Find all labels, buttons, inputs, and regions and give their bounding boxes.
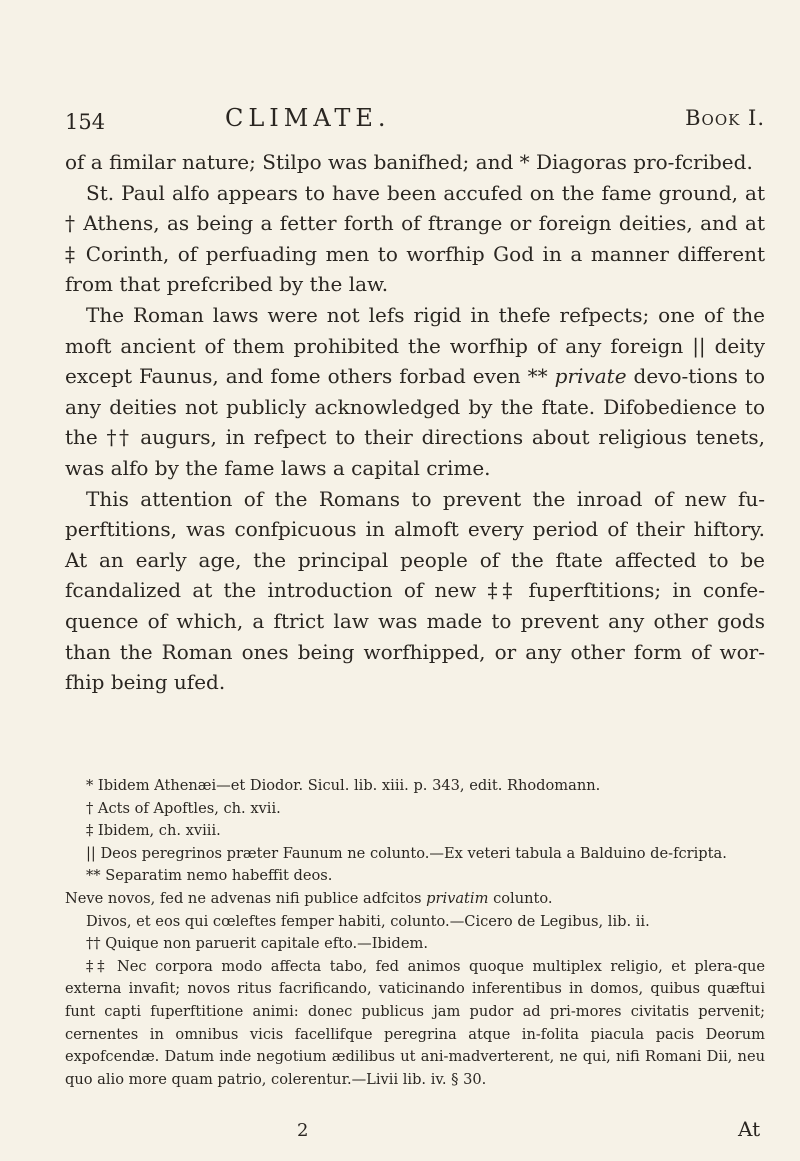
- running-title: CLIMATE.: [225, 104, 391, 132]
- paragraph-4: This attention of the Romans to prevent the inroad of new fu-perftitions, was confpicuous in almoft every period of their hiftory. At an early age, the principal people of the ftate affected to be fcandalized at the introduction of new ‡‡ fuperftitions; in confe-quence of which, a ftrict law was made to prevent any other gods than the Roman ones being worfhipped, or any other form of wor-fhip being ufed.: [65, 486, 765, 695]
- footnote-5: ** Separatim nemo habeffit deos.: [86, 867, 333, 885]
- footnote-7: Divos, et eos qui cœleftes femper habiti, colunto.—Cicero de Legibus, lib. ii.: [86, 912, 650, 930]
- paragraph-3-part-a: The Roman laws were not lefs rigid in thefe refpects; one of the moft ancient of them prohibited the worfhip of any foreign || deity except Faunus, and fome others forbad even **: [65, 302, 765, 389]
- paragraph-3: [65, 300, 765, 484]
- footnote-6-part-b: colunto.: [488, 889, 553, 907]
- catchword: At: [738, 1117, 761, 1141]
- page-number: 154: [65, 110, 106, 134]
- page-header: [65, 104, 765, 134]
- book-label: Book I.: [685, 106, 765, 130]
- paragraph-3-part-b: devo-tions to any deities not publicly acknowledged by the ftate. Difobedience to the †† augurs, in refpect to their directions about religious tenets, was alfo by the fame laws a capital crime.: [65, 364, 765, 480]
- main-text: [65, 147, 765, 698]
- footnote-1: * Ibidem Athenæi—et Diodor. Sicul. lib. xiii. p. 343, edit. Rhodomann.: [86, 777, 601, 794]
- italic-word-privatim: privatim: [426, 889, 489, 907]
- footnote-8: †† Quique non paruerit capitale efto.—Ibidem.: [86, 935, 428, 953]
- footnotes: [65, 775, 765, 1091]
- footnote-3: ‡ Ibidem, ch. xviii.: [86, 822, 221, 840]
- footnote-6: [65, 888, 765, 911]
- signature-mark: 2: [297, 1120, 309, 1141]
- paragraph-1: of a fimilar nature; Stilpo was banifhed; and * Diagoras pro-fcribed.: [65, 150, 753, 174]
- italic-word-private: private: [554, 364, 627, 389]
- footnote-6-part-a: Neve novos, fed ne advenas nifi publice adfcitos: [65, 889, 427, 907]
- footnote-2: † Acts of Apoftles, ch. xvii.: [86, 799, 281, 817]
- paragraph-2: St. Paul alfo appears to have been accufed on the fame ground, at † Athens, as being a fetter forth of ftrange or foreign deities, and at ‡ Corinth, of perfuading men to worfhip God in a manner different from that prefcribed by the law.: [65, 180, 765, 297]
- footnote-9: ‡‡ Nec corpora modo affecta tabo, fed animos quoque multiplex religio, et plera-que externa invafit; novos ritus facrificando, vaticinando inferentibus in domos, quibus quæftui funt capti fuperftitione animi: donec publicus jam pudor ad pri-mores civitatis pervenit; cernentes in omnibus vicis facellifque peregrina atque in-folita piacula pacis Deorum expofcendæ. Datum inde negotium ædilibus ut ani-madverterent, ne qui, nifi Romani Dii, neu quo alio more quam patrio, colerentur.—Livii lib. iv. § 30.: [65, 957, 765, 1088]
- footnote-4: || Deos peregrinos præter Faunum ne colunto.—Ex veteri tabula a Balduino de-fcripta.: [86, 844, 727, 862]
